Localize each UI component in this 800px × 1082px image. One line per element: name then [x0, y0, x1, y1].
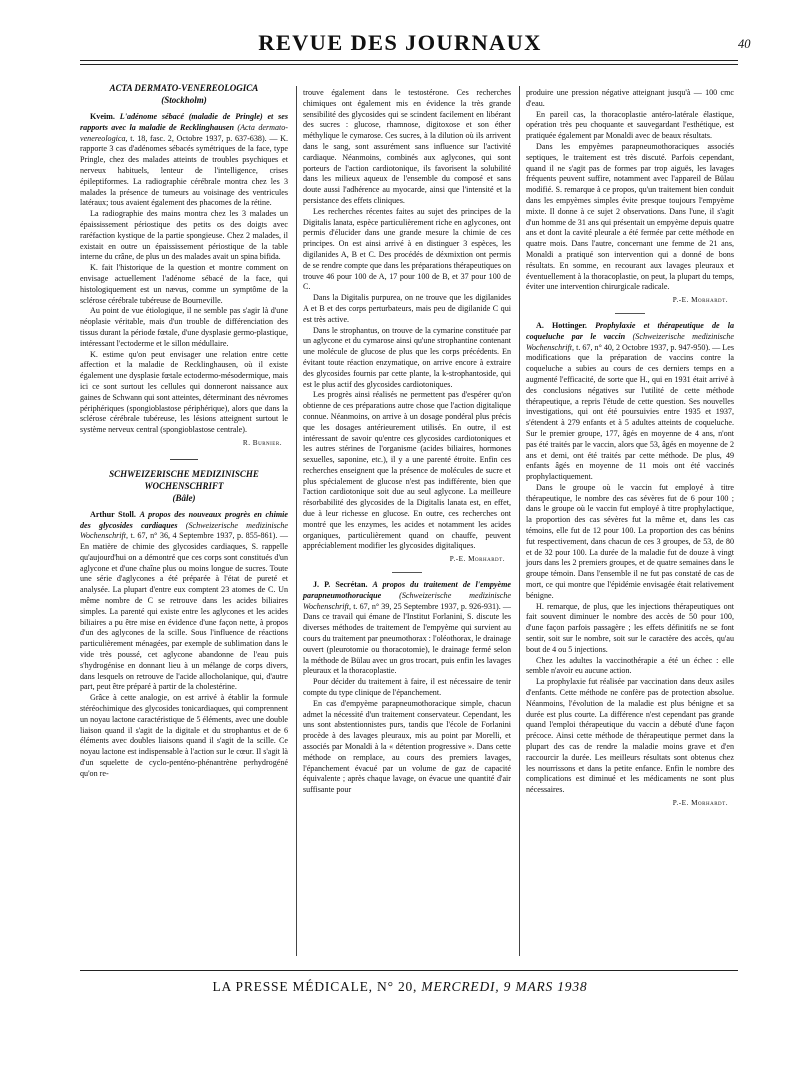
paragraph: Les progrès ainsi réalisés ne permettent pas d'espérer qu'on obtienne de ces préparations autre chose que l'action digitalique connue. Néanmoins, on arrive à un dosage pondéral plus précis que les dosages antérieurement utilisés. En outre, il est intéressant de savoir qu'entre ces glycosides cardiotoniques et les autres stérines de l'organisme (acides biliaires, hormones sexuelles, saponine, etc.), il y a une parenté étroite. Enfin ces recherches enseignent que la présence de molécules de sucre et plus spécialement de glucose n'est pas indifférente, bien que l'action cardiotonique soit due au seul aglycone. La meilleure résorbabilité des glycosides de la Digitalis lanata est, en effet, due à leur richesse en glucose. En outre, ces recherches ont montré que les enzymes, les acides et notamment les acides organiques, particulièrement quand on chauffe, peuvent appréciablement modifier les glycosides digitaliques.	[303, 390, 511, 551]
paragraph: Les recherches récentes faites au sujet des principes de la Digitalis lanata, espèce particulièrement riche en aglycones, ont permis d'élucider dans une grande mesure la chimie de ces principes. On est ainsi arrivé à en distinguer 3 espèces, les digilanides A, B et C. Des procédés de déxmixtion ont permis de se rendre compte que dans les préparations thérapeutiques on trouve 46 pour 100 de A, 17 pour 100 de B, et 37 pour 100 de C.	[303, 206, 511, 292]
paragraph: trouve également dans le testostérone. Ces recherches chimiques ont également mis en évidence la très grande sensibilité des glycosides qui se scindent facilement en libérant des sucres : glucose, rhamnose, digitoxose et son éther méthylique le cymarose. Ces sucres, à la dilution où ils arrivent dans le sang, sont assurément sans influence sur l'activité cardiaque. Néanmoins, combinés aux aglycones, qui sont porteurs de l'action cardiotonique, ils favorisent la solubilité dans les milieux aqueux de l'ensemble du composé et sans doute aussi l'adhérence au myocarde, ainsi que l'intensité et la persistance des effets cliniques.	[303, 88, 511, 205]
paragraph: En cas d'empyème parapneumothoracique simple, chacun admet la nécessité d'un traitement conservateur. Cependant, les uns sont abstentionnistes purs, tandis que l'école de Forlanini procède à des lavages pleuraux, mis au point par Morelli, et associés par Monaldi à la « détention progressive ». Dans cette méthode on remplace, au cours des premiers lavages, l'épanchement évacué par un volume de gaz de capacité équivalente ; après chaque lavage, on évacue une quantité d'air suffisante pour	[303, 698, 511, 795]
paragraph: K. estime qu'on peut envisager une relation entre cette affection et la maladie de Recklinghausen, où il existe également une dysplasie fœtale ectodermo-mésodermique, mais ici ce sont surtout les cellules qui donneront naissance aux gaines de Schwann qui sont atteintes, déterminant des névromes périphériques (spongioblastose périphérique), alors que dans la sclérose cérébrale tubéreuse, les lésions atteignent surtout le système nerveux central (spongioblastose centrale).	[80, 349, 288, 435]
paragraph: Chez les adultes la vaccinothérapie a été un échec : elle semble n'avoir eu aucune action.	[526, 655, 734, 676]
page-title: REVUE DES JOURNAUX	[258, 30, 542, 55]
column-1	[80, 82, 288, 780]
paragraph: produire une pression négative atteignant jusqu'à — 100 cmc d'eau.	[526, 88, 734, 108]
paragraph: La radiographie des mains montra chez les 3 malades un épaississement périostique des petits os des doigts avec raréfaction kystique de la partie spongieuse. Chez 2 malades, il existait en outre un épaississement périostique de la table interne du crâne, de plus un des malades avait un spina bifida.	[80, 209, 288, 262]
article-kveim-lead	[80, 112, 288, 209]
signature-morhardt: P.-E. Morhardt.	[449, 555, 505, 564]
journal-city-stockholm: (Stockholm)	[161, 95, 207, 105]
journal-city-bale: (Bâle)	[172, 492, 196, 503]
author-stoll: Arthur Stoll.	[90, 509, 136, 519]
author-kveim: Kveim.	[90, 112, 115, 121]
page-number: 40	[738, 37, 751, 51]
text-secretan: t. 67, n° 39, 25 Septembre 1937, p. 926-931). — Dans ce travail qui émane de l'Institut Forlanini, S. discute les diverses méthodes de traitement de l'empyème qui survient au cours du traitement par pneumothorax : l'oléothorax, le drainage ouvert (pleurotomie ou thoracotomie), le drainage fermé selon la méthode de Bülau avec un gros trocart, puis enfin les lavages pleuraux et la thoracoplastie.	[303, 601, 512, 676]
article-separator	[392, 572, 422, 573]
footer-journal: LA PRESSE MÉDICALE, N° 20,	[212, 979, 418, 994]
source-secretan: (Schweizerische medizinische Wochenschrift,	[303, 590, 511, 611]
paragraph: En pareil cas, la thoracoplastie antéro-latérale élastique, opération très peu choquante et sauvegardant l'esthétique, est pratiquée également par Monaldi avec de beaux résultats.	[526, 109, 734, 141]
footer-day: MERCREDI,	[421, 979, 500, 994]
article-stoll-lead	[80, 510, 288, 694]
article-secretan-lead	[303, 580, 511, 677]
paragraph: K. fait l'historique de la question et montre comment on envisage actuellement l'adénome sébacé de la face, qui histologiquement est un nævus, comme un symptôme de la sclérose cérébrale tubéreuse de Bourneville.	[80, 263, 288, 305]
article-separator	[615, 313, 645, 314]
column-3	[526, 88, 734, 811]
title-kveim: L'adénome sébacé (maladie de Pringle) et ses rapports avec la maladie de Recklinghausen	[80, 112, 288, 132]
title-stoll: A propos des nouveaux progrès en chimie des glycosides cardiaques	[80, 509, 288, 530]
signature-burnier: R. Burnier.	[242, 438, 282, 447]
source-stoll: (Schweizerische medizinische Wochenschrift,	[80, 520, 288, 541]
author-secretan: J. P. Secrétan.	[313, 580, 368, 590]
column-divider-1	[296, 86, 297, 956]
text-stoll: t. 67, n° 36, 4 Septembre 1937, p. 855-861). — En matière de chimie des glycosides cardiaques, S. rappelle qu'aujourd'hui on a démontré que ces corps sont constitués d'un aglycone et d'une chaîne plus ou moins longue de sucres. Toute une série d'aglycones a été préparée à l'état de pureté et analysée. La plupart d'entre eux comptent 23 atomes de C. Un même nombre de C se retrouve dans les acides biliaires simples. La parenté qui existe entre les aglycones et les acides biliaires a pu être mise en évidence d'une façon nette, à propos d'un des aglycones de la scille. Sous l'influence de réactions particulièrement ménagées, par exemple de sublimation dans le vide très poussé, cet aglycone abandonne de l'eau puis s'hydrogénise en donnant lieu à un mélange de corps divers, dans lesquels on retrouve de l'acide allocholanique, qui, d'autre part, peut être préparé à partir de la cholestérine.	[80, 531, 288, 692]
section-separator	[170, 459, 198, 460]
text-kveim: t. 18, fasc. 2, Octobre 1937, p. 637-638). — K. rapporte 3 cas d'adénomes sébacés symétriques de la face, type Pringle, chez des malades atteints de troubles psychiques et nerveux habituels, lenteur de l'intelligence, crises épileptiformes. La radiographie cérébrale montra chez les 3 malades la présence de tumeurs au voisinage des ventricules latéraux; tous avaient également des phacomes de la rétine.	[80, 133, 289, 208]
text-hottinger: t. 67, n° 40, 2 Octobre 1937, p. 947-950). — Les modifications que la préparation de vaccins contre la coqueluche a subies au cours de ces derniers temps en a augmenté l'efficacité, de sorte que H., qui en 1931 était arrivé à des conclusions négatives sur l'utilité de cette méthode thérapeutique, a repris l'étude de cette question. Ses nouvelles investigations, qui ont été poursuivies entre 1935 et 1937, s'étendent à 279 enfants et à 5 adultes atteints de coqueluche. Sur le premier groupe, 177, âgés en moyenne de 4 ans, n'ont pas été traités par le vaccin, alors que 53, âgés en moyenne de 2 ans et demi, ont été traités par cette méthode. De plus, 49 enfants âgés en moyenne de 11 mois ont été vaccinés prophylactiquement.	[526, 342, 734, 482]
paragraph: Au point de vue étiologique, il ne semble pas s'agir là d'une néoplasie véritable, mais d'un trouble de différenciation des tissus durant la période fœtale, d'une dysplasie germo-plastique, intéressant l'ectoderme et le sillon médullaire.	[80, 306, 288, 348]
paragraph: Dans le groupe où le vaccin fut employé à titre thérapeutique, le nombre des cas sévères fut de 6 pour 100 ; dans le groupe où le vaccin fut employé à titre prophylactique, la proportion des cas sévères fut la même et, dans les cas témoins, elle fut de 12 pour 100. La proportion des cas bénins fut respectivement, dans chacun de ces 3 groupes, de 53, de 80 et de 32 pour 100. La durée de la maladie fut de douze à vingt jours dans les 2 premiers groupes, et de quatre semaines dans le groupe témoin. Dans l'ensemble il ne fut pas constaté de cas de mort, ce qui montre que l'épidémie envisagée était relativement bénigne.	[526, 482, 734, 600]
author-hottinger: A. Hottinger.	[536, 320, 587, 330]
paragraph: Dans le strophantus, on trouve de la cymarine constituée par un aglycone et du cymarose ainsi qu'une strophantine contenant une molécule de glucose de plus que les corps précédents. En évitant toute réaction enzymatique, on arrive encore à extraire des glycosides fournis par cette plante, la k-strophantoside, qui est le plus actif des glycosides cardiotoniques.	[303, 325, 511, 389]
paragraph: Dans la Digitalis purpurea, on ne trouve que les digilanides A et B et des corps perturbateurs, mais peu de digilanide C qui est très active.	[303, 293, 511, 324]
page-footer	[0, 978, 800, 996]
column-divider-2	[519, 86, 520, 956]
paragraph: Pour décider du traitement à faire, il est nécessaire de tenir compte du type clinique de l'épanchement.	[303, 677, 511, 698]
signature-morhardt: P.-E. Morhardt.	[672, 296, 728, 305]
header-rule	[80, 60, 738, 61]
source-kveim: (Acta dermato-venereologica,	[80, 122, 288, 143]
column-2	[303, 88, 511, 796]
journal-title-schweiz: SCHWEIZERISCHE MEDIZINISCHE WOCHENSCHRIFT	[109, 468, 259, 491]
paragraph: H. remarque, de plus, que les injections thérapeutiques ont fait souvent diminuer le nombre des accès de 50 pour 100, d'une façon parfois passagère ; les effets définitifs ne se font sentir, soit sur le nombre, soit sur le caractère des accès, qu'au bout de 4 ou 5 injections.	[526, 601, 734, 654]
paragraph: La prophylaxie fut réalisée par vaccination dans deux asiles d'enfants. Cette méthode ne confère pas de protection absolue. Néanmoins, l'évolution de la maladie est plus bénigne et sa durée est plus courte. La différence n'est cependant pas grande quand l'emploi thérapeutique du vaccin a débuté d'une façon précoce. Ainsi cette méthode de thérapeutique permet dans la plupart des cas de rendre la maladie moins grave et d'en raccourcir la durée. Les meilleurs résultats sont obtenus chez les nourrissons et dans la petite enfance. Enfin le nombre des complications est diminué et les médicaments ne sont plus nécessaires.	[526, 677, 734, 795]
title-hottinger: Prophylaxie et thérapeutique de la coqueluche par le vaccin	[526, 320, 734, 341]
article-hottinger-lead	[526, 321, 734, 483]
footer-date: 9 MARS 1938	[503, 979, 588, 994]
signature-morhardt: P.-E. Morhardt.	[672, 799, 728, 807]
header-rule-thin	[80, 64, 738, 65]
title-secretan: A propos du traitement de l'empyème parapneumothoracique	[303, 580, 511, 600]
source-hottinger: (Schweizerische medizinische Wochenschrift,	[526, 331, 734, 352]
paragraph: Grâce à cette analogie, on est arrivé à établir la formule stéréochimique des glycosides tonicardiaques, qui comprennent un noyau lactone caractéristique de 5 éléments, avec une double liaison quand il s'agit de la digitale et du strophantus et de 6 éléments avec doubles liaisons quand il s'agit de la scille. Ce noyau lactone est indispensable à l'action sur le cœur. Il s'agit là d'un squelette de cyclo-penténo-phénantrène perhydrogéné qu'on re-	[80, 693, 288, 778]
journal-title-acta: ACTA DERMATO-VENEREOLOGICA	[109, 83, 259, 93]
paragraph: Dans les empyèmes parapneumothoraciques associés septiques, le traitement est très discuté. Parfois cependant, quand il ne s'agit pas de formes par trop aiguës, les lavages fréquents peuvent suffire, notamment avec l'appareil de Bülau modifié. S. remarque à ce propos, qu'un traitement bien conduit dans les empyèmes simples évite presque toujours l'empyème mixte. Il donne à ce sujet 2 observations. Dans l'une, il s'agit d'un homme de 31 ans qui présentait un empyème depuis quatre ans et dont la cavité pleurale a été fermée par cette méthode en quatre mois. Dans l'autre, concernant une femme de 21 ans, Monaldi a pratiqué son intervention qui a donné de bons résultats. En somme, en recourant aux lavages pleuraux et éventuellement à la thoracoplastie, on peut, la plupart du temps, éviter une intervention chirurgicale radicale.	[526, 141, 734, 292]
footer-rule	[80, 970, 738, 971]
